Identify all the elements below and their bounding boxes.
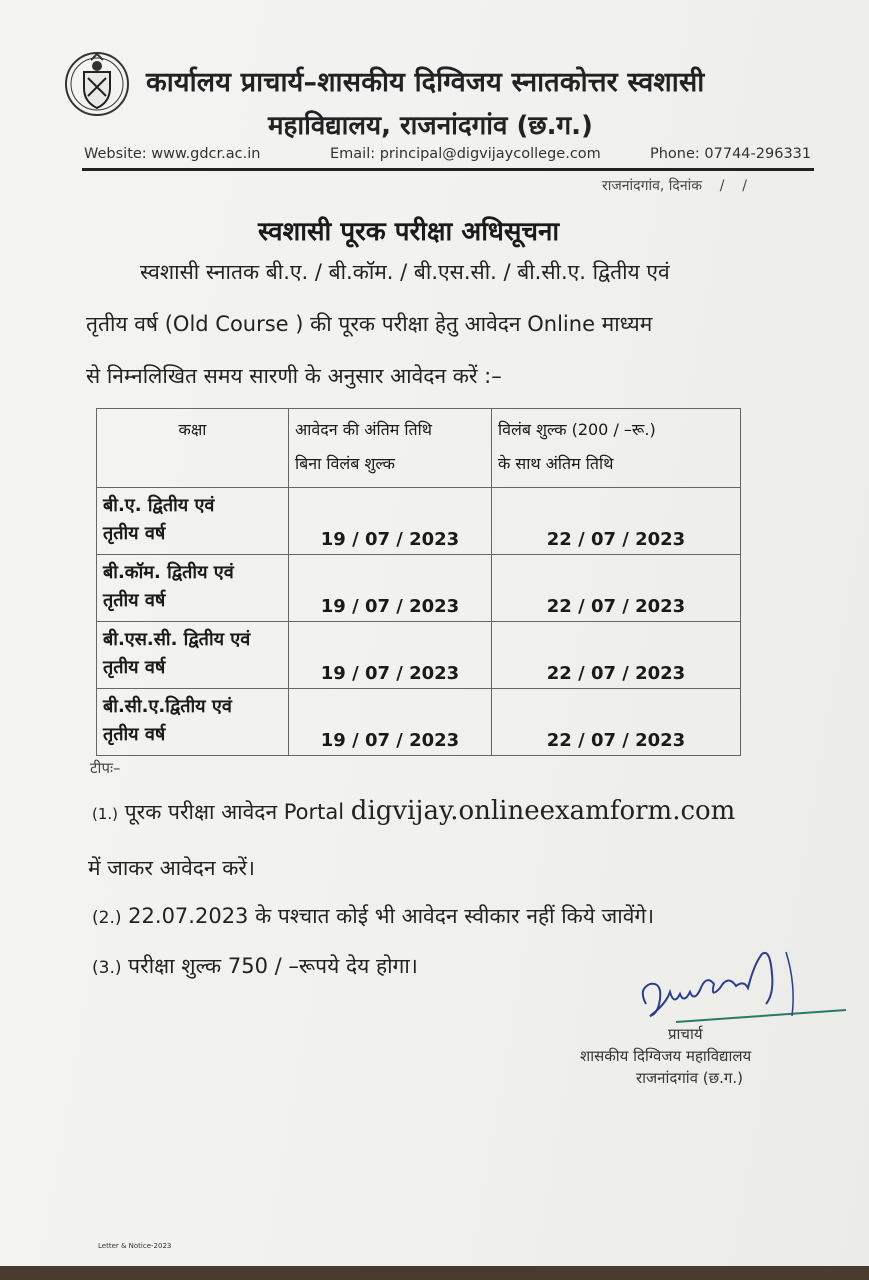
date-line: राजनांदगांव, दिनांक / / (602, 178, 748, 194)
header-deadline-line2: बिना विलंब शुल्क (295, 454, 395, 473)
class-line2: तृतीय वर्ष (103, 657, 166, 678)
late-date-cell: 22 / 07 / 2023 (492, 488, 741, 555)
deadline-cell: 19 / 07 / 2023 (289, 689, 492, 756)
header-deadline-line1: आवेदन की अंतिम तिथि (295, 420, 433, 439)
header-late-fee (492, 409, 741, 488)
class-cell (97, 555, 289, 622)
class-line1: बी.कॉम. द्वितीय एवं (103, 562, 234, 583)
late-date-cell: 22 / 07 / 2023 (492, 622, 741, 689)
office-heading: कार्यालय प्राचार्य–शासकीय दिग्विजय स्नातकोत्तर स्वशासी (146, 67, 705, 98)
header-deadline (289, 409, 492, 488)
note-2 (92, 902, 654, 930)
header-divider (82, 168, 814, 171)
header-late-line1: विलंब शुल्क (200 / –रू.) (498, 420, 656, 439)
header-late-line2: के साथ अंतिम तिथि (498, 454, 614, 473)
class-cell (97, 622, 289, 689)
note-1-text: पूरक परीक्षा आवेदन Portal (124, 800, 345, 824)
website-text: Website: www.gdcr.ac.in (84, 146, 261, 162)
class-line2: तृतीय वर्ष (103, 724, 166, 745)
email-text: Email: principal@digvijaycollege.com (330, 146, 601, 162)
designation: प्राचार्य (668, 1025, 703, 1043)
late-date-cell: 22 / 07 / 2023 (492, 555, 741, 622)
footer-reference: Letter & Notice-2023 (98, 1242, 172, 1250)
table-row (97, 555, 741, 622)
class-line1: बी.ए. द्वितीय एवं (103, 495, 215, 516)
note-3-number: (3.) (92, 958, 122, 978)
table-row (97, 488, 741, 555)
deadline-cell: 19 / 07 / 2023 (289, 488, 492, 555)
class-line2: तृतीय वर्ष (103, 523, 166, 544)
class-line2: तृतीय वर्ष (103, 590, 166, 611)
note-3-text: परीक्षा शुल्क 750 / –रूपये देय होगा। (128, 954, 418, 978)
portal-url: digvijay.onlineexamform.com (350, 796, 736, 826)
deadline-cell: 19 / 07 / 2023 (289, 555, 492, 622)
class-cell (97, 689, 289, 756)
note-1 (92, 796, 735, 826)
notice-title: स्वशासी पूरक परीक्षा अधिसूचना (258, 217, 560, 247)
signatory-place: राजनांदगांव (छ.ग.) (636, 1069, 743, 1087)
deadline-cell: 19 / 07 / 2023 (289, 622, 492, 689)
table-row (97, 689, 741, 756)
schedule-table (96, 408, 741, 756)
college-crest-icon (64, 48, 130, 120)
phone-text: Phone: 07744-296331 (650, 146, 812, 162)
note-1-continuation: में जाकर आवेदन करें। (88, 856, 255, 880)
notice-body-line: तृतीय वर्ष (Old Course ) की पूरक परीक्षा हेतु आवेदन Online माध्यम (86, 312, 653, 336)
college-name-heading: महाविद्यालय, राजनांदगांव (छ.ग.) (268, 111, 593, 141)
table-row (97, 622, 741, 689)
late-date-cell: 22 / 07 / 2023 (492, 689, 741, 756)
class-line1: बी.सी.ए.द्वितीय एवं (103, 696, 232, 717)
header-class: कक्षा (97, 409, 289, 488)
class-line1: बी.एस.सी. द्वितीय एवं (103, 629, 251, 650)
class-cell (97, 488, 289, 555)
signatory-institution: शासकीय दिग्विजय महाविद्यालय (580, 1047, 752, 1065)
notes-heading: टीपः– (90, 759, 121, 777)
table-header-row (97, 409, 741, 488)
note-2-number: (2.) (92, 908, 122, 928)
notice-body-line: स्वशासी स्नातक बी.ए. / बी.कॉम. / बी.एस.सी. / बी.सी.ए. द्वितीय एवं (140, 260, 670, 284)
notice-body-line: से निम्नलिखित समय सारणी के अनुसार आवेदन करें :– (86, 364, 502, 388)
note-3 (92, 952, 418, 980)
note-1-number: (1.) (92, 805, 119, 823)
note-2-text: 22.07.2023 के पश्चात कोई भी आवेदन स्वीकार नहीं किये जावेंगे। (128, 904, 655, 928)
